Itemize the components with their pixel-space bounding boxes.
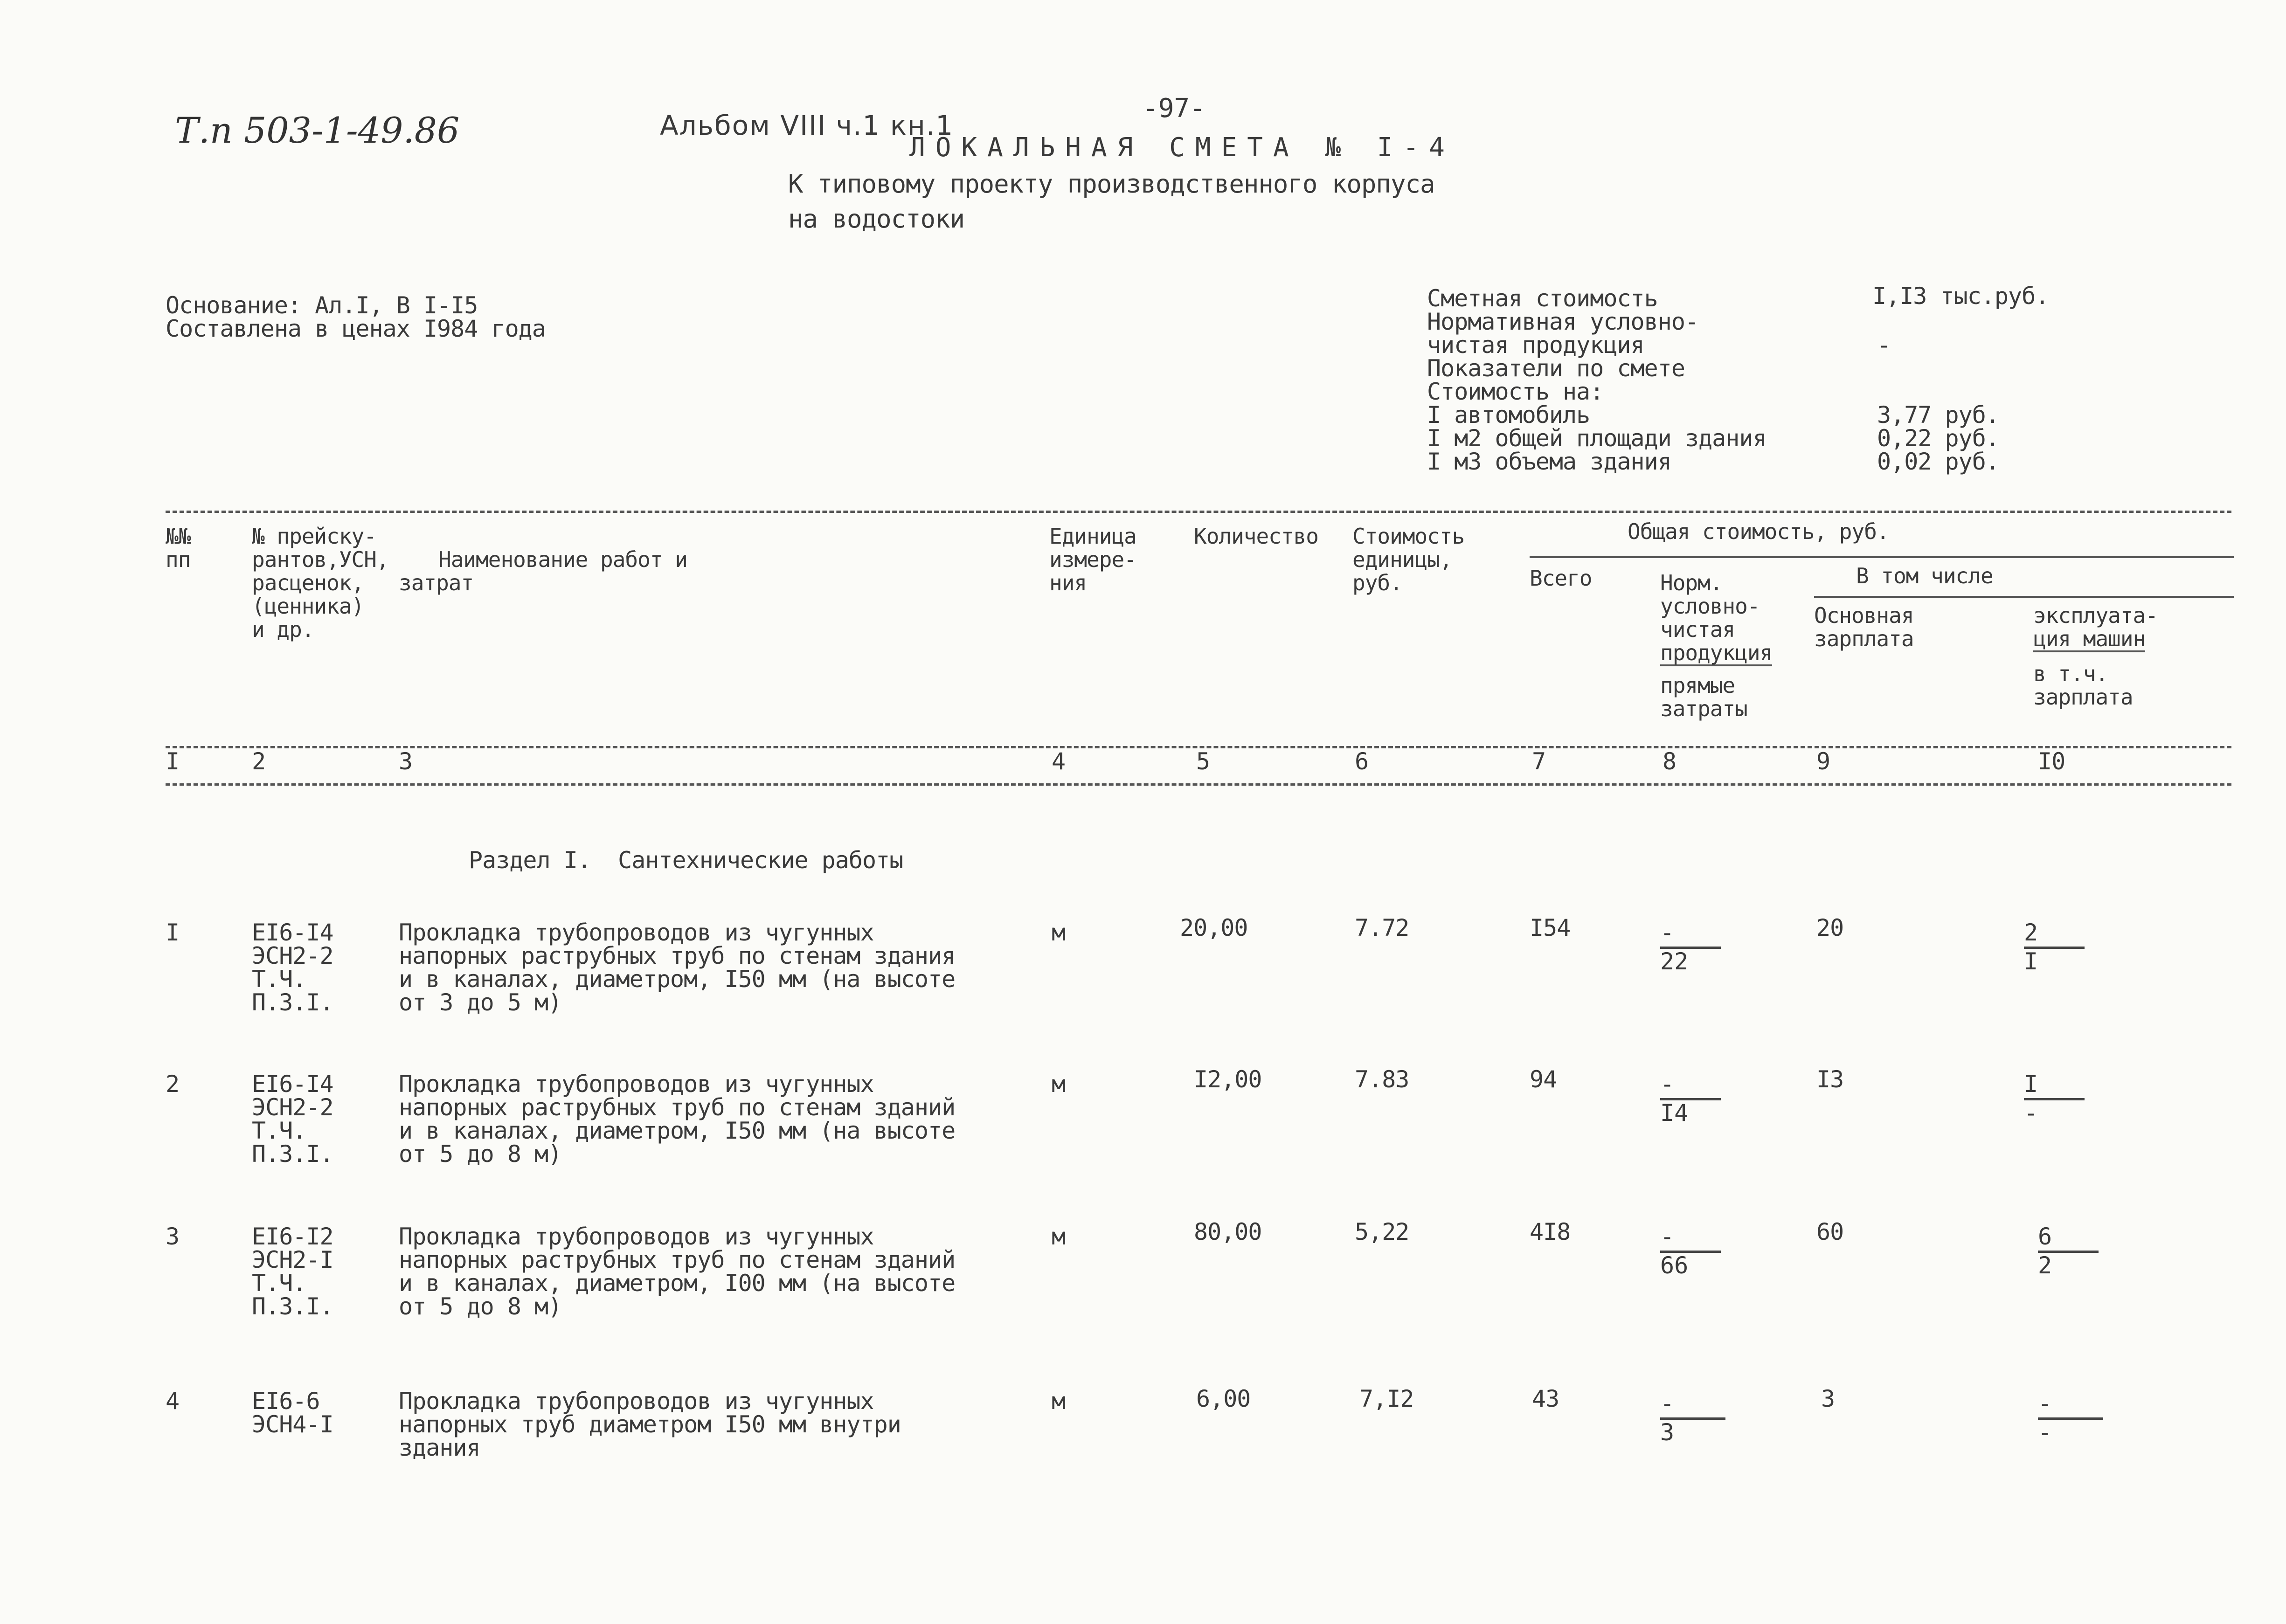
col-header-machines-top-last: ция машин [2033, 626, 2146, 651]
row-unit: м [1052, 1071, 1066, 1098]
col-header-unit: Единица измере- ния [1049, 524, 1136, 595]
norm-denominator: 3 [1660, 1419, 1675, 1446]
row-code: EI6-6 ЭСН4-I [252, 1388, 333, 1438]
row-code: EI6-I2 ЭСН2-I Т.Ч. П.3.I. [252, 1223, 333, 1320]
row-machines-fraction [2038, 1225, 2103, 1281]
per-m2-value: 0,22 руб. [1877, 425, 1999, 452]
row-norm-fraction [1660, 1225, 1725, 1281]
machines-numerator: I [2024, 1071, 2038, 1098]
row-number: 2 [166, 1071, 180, 1098]
subtitle-line2: на водостоки [788, 204, 965, 234]
row-number: 4 [166, 1388, 180, 1415]
column-number: 5 [1196, 748, 1210, 775]
indicators-label: Показатели по смете [1427, 355, 1685, 382]
column-number: 8 [1663, 748, 1676, 775]
row-quantity: 20,00 [1180, 914, 1248, 941]
row-unit: м [1052, 1223, 1066, 1250]
row-unit-price: 7.83 [1355, 1066, 1409, 1093]
per-m3-value: 0,02 руб. [1877, 448, 1999, 475]
norm-numerator: - [1660, 919, 1675, 946]
row-salary: I3 [1816, 1066, 1844, 1093]
normative-value: - [1877, 332, 1891, 359]
row-machines-fraction [2024, 921, 2089, 977]
column-numbers-rule [166, 783, 2231, 786]
machines-numerator: 6 [2038, 1223, 2052, 1250]
col-header-norm-top: Норм. условно- чистая [1660, 570, 1760, 642]
per-m3-label: I м3 объема здания [1427, 448, 1671, 475]
machines-numerator: 2 [2024, 919, 2038, 946]
per-m2-label: I м2 общей площади здания [1427, 425, 1766, 452]
row-unit: м [1052, 919, 1066, 946]
col-header-including: В том числе [1856, 563, 1993, 588]
row-total: I54 [1530, 914, 1571, 941]
norm-numerator: - [1660, 1390, 1675, 1417]
col-header-salary: Основная зарплата [1814, 603, 1914, 651]
column-number: 6 [1355, 748, 1369, 775]
column-number: 3 [399, 748, 413, 775]
col-header-name-line2: затрат [399, 570, 474, 595]
col-header-number: №№ пп [166, 524, 191, 572]
per-car-label: I автомобиль [1427, 401, 1590, 428]
machines-denominator: 2 [2038, 1252, 2052, 1279]
row-unit: м [1052, 1388, 1066, 1415]
machines-denominator: I [2024, 948, 2038, 975]
row-norm-fraction [1660, 1392, 1730, 1448]
row-name: Прокладка трубопроводов из чугунных напорных труб диаметром I50 мм внутри здания [399, 1388, 901, 1461]
column-number: I0 [2038, 748, 2065, 775]
norm-denominator: 22 [1660, 948, 1689, 975]
album-reference: Альбом VIII ч.1 кн.1 [660, 110, 954, 141]
row-code: EI6-I4 ЭСН2-2 Т.Ч. П.3.I. [252, 1071, 333, 1168]
page-title: ЛОКАЛЬНАЯ СМЕТА № I-4 [909, 132, 1455, 163]
basis-line2: Составлена в ценах I984 года [166, 315, 546, 342]
row-quantity: 6,00 [1196, 1385, 1251, 1412]
row-total: 94 [1530, 1066, 1557, 1093]
machines-denominator: - [2024, 1099, 2038, 1126]
machines-numerator: - [2038, 1390, 2052, 1417]
row-machines-fraction [2038, 1392, 2108, 1448]
norm-denominator: I4 [1660, 1099, 1689, 1126]
row-unit-price: 7.72 [1355, 914, 1409, 941]
row-quantity: 80,00 [1194, 1218, 1262, 1245]
column-number: 7 [1532, 748, 1546, 775]
row-norm-fraction [1660, 921, 1725, 977]
row-number: I [166, 919, 180, 946]
row-quantity: I2,00 [1194, 1066, 1262, 1093]
row-name: Прокладка трубопроводов из чугунных напорных раструбных труб по стенам зданий и в каналах, диаметром, I50 мм (на высоте от 5 до 8 м) [399, 1071, 956, 1168]
row-salary: 20 [1816, 914, 1844, 941]
row-salary: 3 [1821, 1385, 1835, 1412]
normative-label-line2: чистая продукция [1427, 332, 1644, 359]
column-number: 4 [1052, 748, 1066, 775]
column-number: I [166, 748, 180, 775]
row-unit-price: 7,I2 [1359, 1385, 1414, 1412]
including-rule [1814, 596, 2234, 598]
column-number: 2 [252, 748, 266, 775]
row-total: 4I8 [1530, 1218, 1571, 1245]
col-header-code: № прейску- рантов,УСН, расценок, (ценника) и др. [252, 524, 389, 642]
col-header-norm-bottom: прямые затраты [1660, 673, 1747, 721]
col-header-machines-bottom: в т.ч. зарплата [2033, 661, 2133, 710]
cost-for-label: Стоимость на: [1427, 378, 1604, 405]
col-header-name-line1: Наименование работ и [438, 547, 687, 572]
row-number: 3 [166, 1223, 180, 1250]
column-number: 9 [1816, 748, 1830, 775]
total-group-rule [1530, 556, 2234, 558]
normative-label-line1: Нормативная условно- [1427, 308, 1699, 335]
norm-denominator: 66 [1660, 1252, 1689, 1279]
estimated-cost-value: I,I3 тыс.руб. [1872, 283, 2049, 310]
row-code: EI6-I4 ЭСН2-2 Т.Ч. П.3.I. [252, 919, 333, 1016]
estimated-cost-label: Сметная стоимость [1427, 285, 1658, 312]
col-header-unit-cost: Стоимость единицы, руб. [1352, 524, 1465, 595]
subtitle-line1: К типовому проекту производственного корпуса [788, 169, 1435, 199]
row-name: Прокладка трубопроводов из чугунных напорных раструбных труб по стенам здания и в каналах, диаметром, I50 мм (на высоте от 3 до 5 м) [399, 919, 956, 1016]
col-header-total: Всего [1530, 566, 1592, 591]
norm-numerator: - [1660, 1223, 1675, 1250]
row-total: 43 [1532, 1385, 1559, 1412]
row-name: Прокладка трубопроводов из чугунных напорных раструбных труб по стенам зданий и в каналах, диаметром, I00 мм (на высоте от 5 до 8 м) [399, 1223, 956, 1320]
machines-denominator: - [2038, 1419, 2052, 1446]
norm-numerator: - [1660, 1071, 1675, 1098]
header-top-rule [166, 511, 2231, 513]
row-unit-price: 5,22 [1355, 1218, 1409, 1245]
col-header-quantity: Количество [1194, 524, 1318, 549]
section-title: Раздел I. Сантехнические работы [469, 847, 903, 874]
row-salary: 60 [1816, 1218, 1844, 1245]
document-code: Т.п 503-1-49.86 [175, 110, 460, 151]
col-header-total-group: Общая стоимость, руб. [1628, 519, 1889, 544]
row-machines-fraction [2024, 1072, 2089, 1128]
col-header-machines-top: эксплуата- [2033, 603, 2158, 628]
row-norm-fraction [1660, 1072, 1725, 1128]
per-car-value: 3,77 руб. [1877, 401, 1999, 428]
basis-line1: Основание: Ал.I, В I-I5 [166, 292, 478, 319]
page-number: -97- [1143, 93, 1205, 124]
col-header-norm-top-last: продукция [1660, 640, 1773, 665]
